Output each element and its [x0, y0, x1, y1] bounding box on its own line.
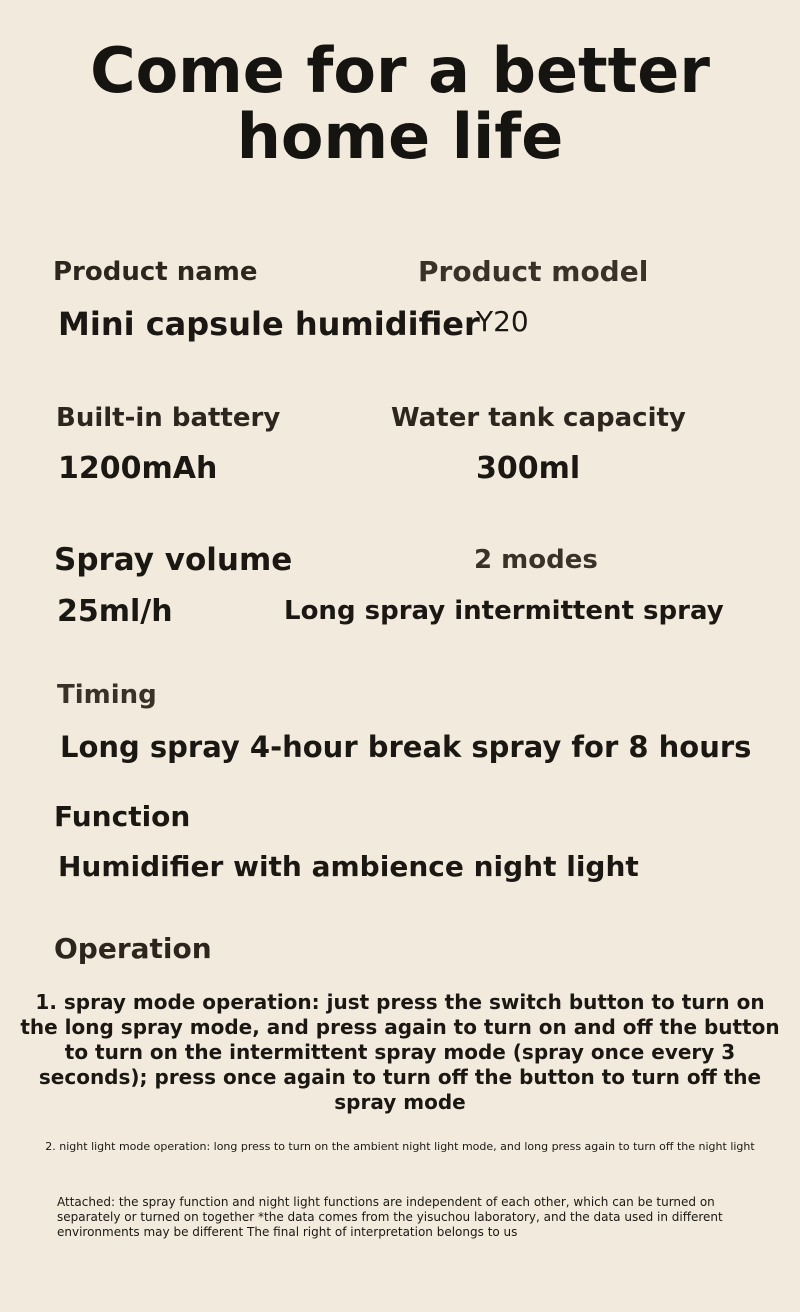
- operation-label: Operation: [54, 932, 212, 965]
- spray-volume-label: Spray volume: [54, 542, 293, 578]
- tank-value: 300ml: [476, 451, 581, 486]
- function-label: Function: [54, 800, 191, 833]
- modes-value: Long spray intermittent spray: [284, 596, 724, 626]
- battery-value: 1200mAh: [58, 451, 218, 486]
- spray-volume-value: 25ml/h: [57, 594, 173, 629]
- timing-value: Long spray 4-hour break spray for 8 hours: [60, 730, 752, 764]
- function-value: Humidifier with ambience night light: [58, 850, 639, 883]
- timing-label: Timing: [57, 680, 157, 710]
- operation-step-1: 1. spray mode operation: just press the switch button to turn on the long spray mode, and press again to turn on and off the button to turn on the intermittent spray mode (spray once every 3 seconds); press once again to turn off the button to turn off the spray mode: [20, 990, 780, 1114]
- modes-label: 2 modes: [474, 545, 598, 575]
- tank-label: Water tank capacity: [391, 403, 686, 433]
- product-name-label: Product name: [53, 257, 258, 287]
- battery-label: Built-in battery: [56, 403, 281, 433]
- product-model-label: Product model: [418, 255, 649, 288]
- product-model-value: Y20: [476, 305, 529, 338]
- product-name-value: Mini capsule humidifier: [58, 305, 480, 343]
- operation-step-2: 2. night light mode operation: long press to turn on the ambient night light mode, and long press again to turn off the night light: [45, 1140, 755, 1153]
- page-title: Come for a better home life: [90, 34, 710, 173]
- attached-note: Attached: the spray function and night light functions are independent of each other, which can be turned on separately or turned on together *the data comes from the yisuchou laboratory, and the data used in different environments may be different The final right of interpretation belongs to us: [57, 1195, 723, 1239]
